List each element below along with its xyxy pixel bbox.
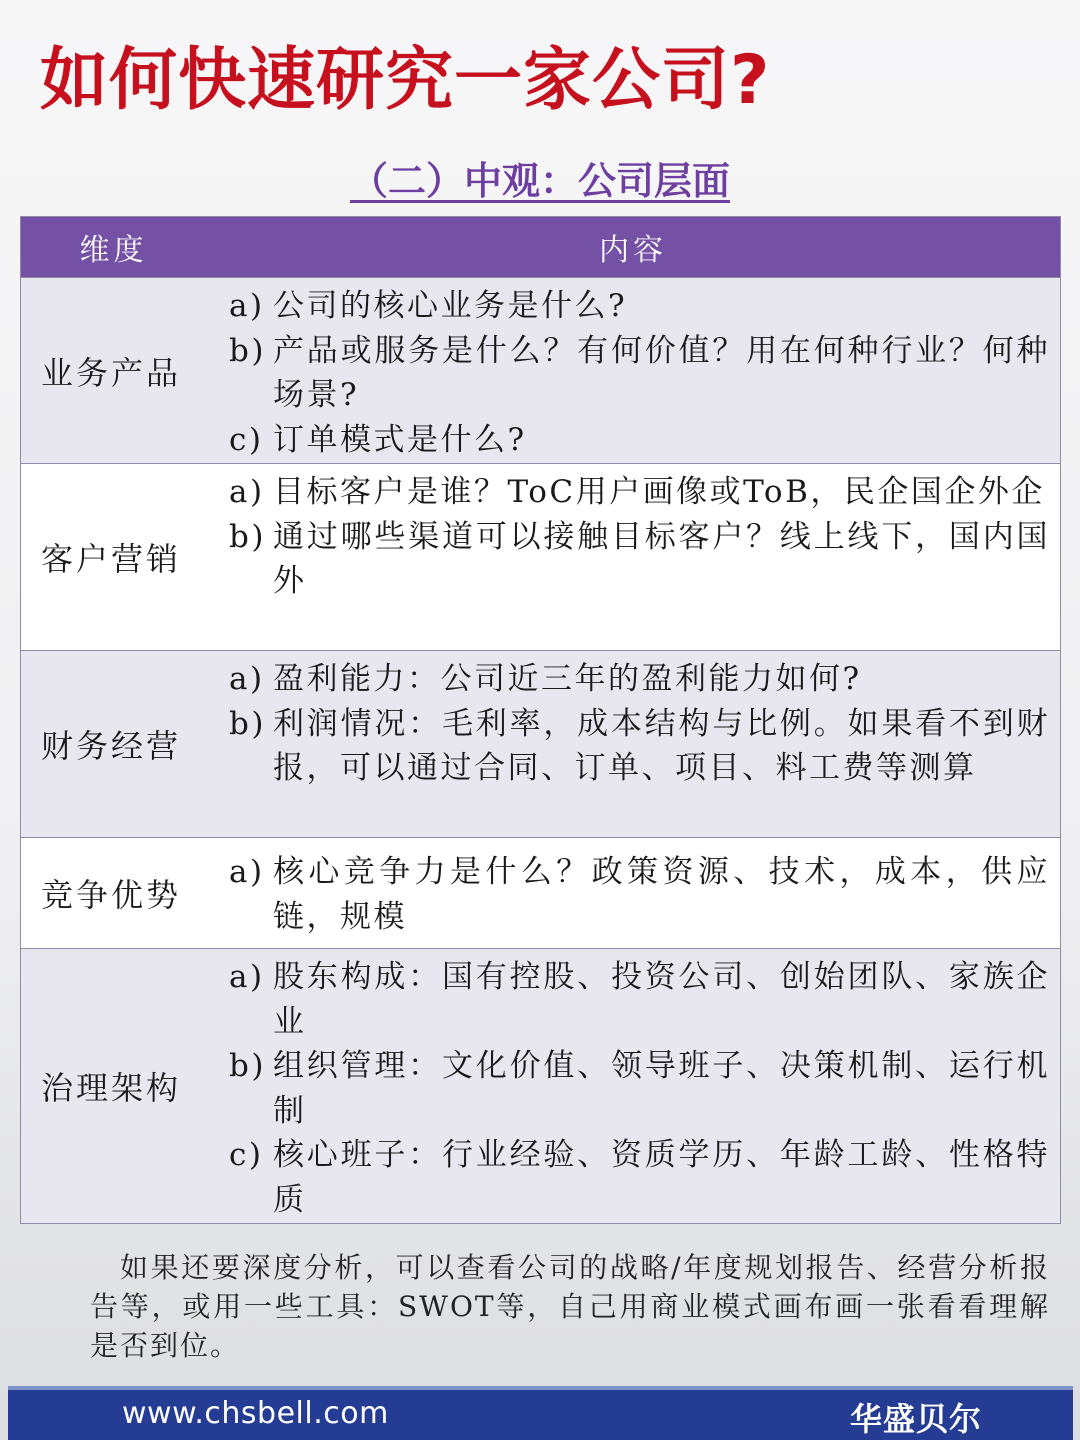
item-text: 订单模式是什么? — [273, 421, 527, 458]
item-text: 盈利能力：公司近三年的盈利能力如何? — [273, 661, 862, 697]
list-item — [229, 284, 1050, 329]
table-header — [21, 217, 1060, 277]
list-item — [229, 329, 1050, 418]
table-row — [21, 277, 1060, 463]
row-items — [221, 464, 1060, 650]
item-marker: a) — [229, 854, 265, 890]
page-title: 如何快速研究一家公司? — [40, 41, 771, 120]
table-row — [21, 650, 1060, 837]
item-text: 核心班子：行业经验、资质学历、年龄工龄、性格特质 — [273, 1137, 1050, 1218]
footer-url-link[interactable]: www.chsbell.com — [122, 1396, 389, 1431]
item-text: 产品或服务是什么？有何价值？用在何种行业？何种场景? — [273, 332, 1050, 413]
item-marker: b) — [229, 705, 266, 742]
item-text: 目标客户是谁？ToC用户画像或ToB，民企国企外企 — [273, 474, 1045, 510]
table-row — [21, 948, 1060, 1223]
list-item — [229, 702, 1050, 791]
section-subtitle-text: （二）中观：公司层面 — [349, 159, 730, 203]
row-label: 业务产品 — [41, 353, 182, 392]
item-marker: c) — [229, 1137, 264, 1173]
item-marker: c) — [229, 421, 264, 458]
item-marker: b) — [229, 332, 266, 369]
list-item — [229, 470, 1050, 515]
list-item — [229, 850, 1050, 939]
item-marker: b) — [229, 518, 266, 555]
item-marker: b) — [229, 1048, 266, 1084]
footer-bar — [8, 1386, 1073, 1440]
list-item — [229, 1133, 1050, 1222]
list-item — [229, 955, 1050, 1044]
row-items — [221, 278, 1060, 463]
header-content: 内容 — [599, 233, 667, 268]
row-label: 财务经营 — [41, 727, 182, 765]
content-table — [20, 216, 1061, 1224]
row-label: 竞争优势 — [41, 876, 182, 914]
row-items — [221, 651, 1060, 837]
brand-logo-text: 华盛贝尔 — [850, 1400, 983, 1438]
item-text: 公司的核心业务是什么? — [273, 288, 628, 324]
row-label: 治理架构 — [41, 1069, 182, 1107]
footnote-paragraph: 如果还要深度分析，可以查看公司的战略/年度规划报告、经营分析报告等，或用一些工具：SWOT等，自己用商业模式画布画一张看看理解是否到位。 — [90, 1251, 1050, 1362]
list-item — [229, 657, 1050, 702]
item-text: 利润情况：毛利率，成本结构与比例。如果看不到财报，可以通过合同、订单、项目、料工费等测算 — [273, 705, 1050, 786]
item-text: 股东构成：国有控股、投资公司、创始团队、家族企业 — [273, 959, 1050, 1040]
row-items — [221, 949, 1060, 1223]
section-subtitle — [0, 154, 1080, 208]
item-marker: a) — [229, 959, 265, 995]
item-text: 通过哪些渠道可以接触目标客户？线上线下，国内国外 — [273, 518, 1050, 599]
item-marker: a) — [229, 661, 265, 697]
header-dimension: 维度 — [79, 233, 148, 268]
row-items — [221, 838, 1060, 948]
row-label: 客户营销 — [41, 540, 182, 578]
item-text: 核心竞争力是什么？政策资源、技术，成本，供应链，规模 — [273, 854, 1050, 935]
item-marker: a) — [229, 288, 265, 324]
table-row — [21, 837, 1060, 948]
item-marker: a) — [229, 474, 265, 510]
list-item — [229, 1044, 1050, 1133]
list-item — [229, 515, 1050, 604]
item-text: 组织管理：文化价值、领导班子、决策机制、运行机制 — [273, 1048, 1050, 1129]
table-row — [21, 463, 1060, 650]
list-item — [229, 418, 1050, 463]
